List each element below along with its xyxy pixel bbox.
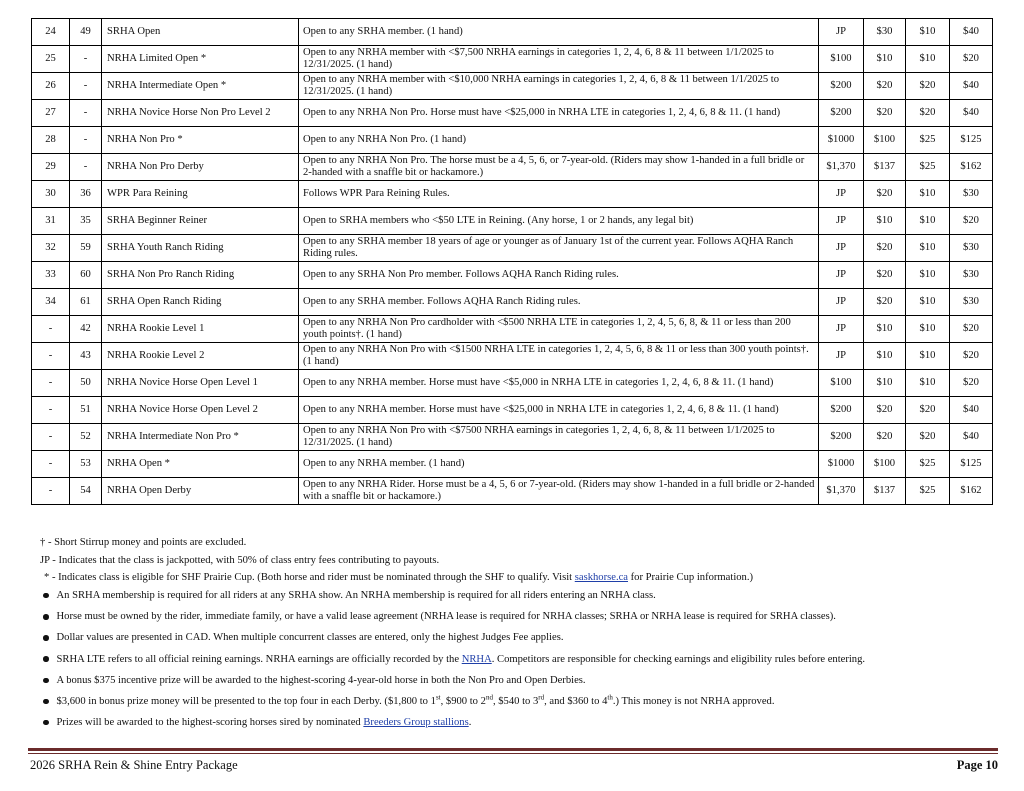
saskhorse-link[interactable]: saskhorse.ca — [574, 572, 628, 583]
entry-fee-cell: $137 — [864, 478, 906, 505]
total-fee-cell: $30 — [950, 235, 993, 262]
entry-fee-cell: $20 — [864, 424, 906, 451]
jackpot-note: JP - Indicates that the class is jackpotted, with 50% of class entry fees contributing to payouts. — [40, 554, 440, 566]
table-row — [32, 424, 993, 451]
added-money-cell: $200 — [819, 100, 864, 127]
table-row — [32, 127, 993, 154]
total-fee-cell: $125 — [950, 127, 993, 154]
prev-number-cell: 61 — [70, 289, 102, 316]
ordinal: rd — [538, 693, 545, 702]
rule-text-part: , $540 to 3 — [492, 695, 539, 707]
table-row — [32, 397, 993, 424]
bullet-icon — [43, 720, 49, 726]
dagger-note: † - Short Stirrup money and points are excluded. — [40, 537, 247, 548]
class-number-cell: - — [32, 370, 70, 397]
class-number-cell: 33 — [32, 262, 70, 289]
added-money-cell: $200 — [819, 424, 864, 451]
rule-text-part: Prizes will be awarded to the highest-scoring horses sired by nominated — [56, 717, 364, 729]
class-description-cell: Open to any SRHA member 18 years of age or younger as of January 1st of the current year. Follows AQHA Ranch Riding rules. — [299, 235, 819, 262]
table-row — [32, 100, 993, 127]
added-money-cell: $1,370 — [819, 154, 864, 181]
document-title: 2026 SRHA Rein & Shine Entry Package — [30, 758, 238, 772]
rule-text-part: . Competitors are responsible for checking earnings and eligibility rules before entering. — [491, 653, 866, 665]
entry-fee-cell: $100 — [864, 451, 906, 478]
class-name-cell: NRHA Novice Horse Open Level 1 — [102, 370, 299, 397]
rule-text-part: , $900 to 2 — [440, 695, 486, 707]
total-fee-cell: $20 — [950, 208, 993, 235]
rule-item — [43, 691, 1018, 712]
added-money-cell: JP — [819, 208, 864, 235]
added-money-cell: JP — [819, 19, 864, 46]
rule-text: A bonus $375 incentive prize will be awarded to the highest-scoring 4-year-old horse in both the Non Pro and Open Derbies. — [56, 674, 586, 686]
class-name-cell: NRHA Novice Horse Open Level 2 — [102, 397, 299, 424]
prev-number-cell: 54 — [70, 478, 102, 505]
entry-fee-cell: $137 — [864, 154, 906, 181]
added-money-cell: $1,370 — [819, 478, 864, 505]
added-money-cell: JP — [819, 289, 864, 316]
class-description-cell: Open to any SRHA Non Pro member. Follows AQHA Ranch Riding rules. — [299, 262, 819, 289]
class-description-cell: Open to any NRHA Non Pro with <$7500 NRHA earnings in categories 1, 2, 4, 6, 8, & 11 between 1/1/2025 to 12/31/2025. (1 hand) — [299, 424, 819, 451]
total-fee-cell: $40 — [950, 100, 993, 127]
class-description-cell: Open to any NRHA Non Pro. (1 hand) — [299, 127, 819, 154]
class-name-cell: NRHA Intermediate Non Pro * — [102, 424, 299, 451]
added-money-cell: $100 — [819, 46, 864, 73]
office-fee-cell: $10 — [906, 46, 950, 73]
class-number-cell: 31 — [32, 208, 70, 235]
class-number-cell: 26 — [32, 73, 70, 100]
office-fee-cell: $20 — [906, 424, 950, 451]
class-description-cell: Open to any NRHA member. Horse must have <$5,000 in NRHA LTE in categories 1, 2, 4, 6, 8 & 11. (1 hand) — [299, 370, 819, 397]
bullet-icon — [43, 614, 49, 620]
class-name-cell: NRHA Rookie Level 1 — [102, 316, 299, 343]
class-description-cell: Open to any SRHA member. Follows AQHA Ranch Riding rules. — [299, 289, 819, 316]
class-table — [31, 18, 993, 505]
bullet-icon — [43, 593, 49, 599]
prev-number-cell: 42 — [70, 316, 102, 343]
table-row — [32, 262, 993, 289]
rule-text-part: $3,600 in bonus prize money will be presented to the top four in each Derby. ($1,800 to 1 — [56, 695, 436, 707]
added-money-cell: JP — [819, 181, 864, 208]
rule-text-part: .) This money is not NRHA approved. — [612, 695, 775, 707]
bullet-icon — [43, 635, 49, 641]
prairie-cup-note-end: for Prairie Cup information.) — [628, 572, 754, 583]
class-description-cell: Open to any NRHA Non Pro. The horse must be a 4, 5, 6, or 7-year-old. (Riders may show 1-handed in a full bridle or 2-handed with a snaffle bit or hackamore.) — [299, 154, 819, 181]
prairie-cup-note — [40, 569, 1015, 587]
entry-fee-cell: $20 — [864, 235, 906, 262]
entry-fee-cell: $20 — [864, 100, 906, 127]
total-fee-cell: $40 — [950, 424, 993, 451]
rule-text-part: SRHA LTE refers to all official reining earnings. NRHA earnings are officially recorded by the — [56, 653, 462, 665]
class-number-cell: 29 — [32, 154, 70, 181]
rule-text-part: , and $360 to 4 — [544, 695, 608, 707]
table-row — [32, 451, 993, 478]
footer-divider-thin — [28, 753, 998, 754]
rule-item — [43, 649, 1018, 670]
breeders-group-link[interactable]: Breeders Group stallions — [363, 717, 469, 729]
prev-number-cell: - — [70, 46, 102, 73]
class-name-cell: SRHA Youth Ranch Riding — [102, 235, 299, 262]
ordinal: th — [607, 693, 613, 702]
rule-text: Horse must be owned by the rider, immediate family, or have a valid lease agreement (NRHA lease is required for NRHA classes; SRHA or NRHA lease is required for SRHA classes). — [56, 611, 836, 623]
rule-text — [57, 649, 866, 670]
class-description-cell: Open to any NRHA Non Pro with <$1500 NRHA LTE in categories 1, 2, 4, 5, 6, 8 & 11 or less than 300 youth points†. (1 hand) — [299, 343, 819, 370]
office-fee-cell: $25 — [906, 451, 950, 478]
rule-text — [57, 691, 775, 712]
prev-number-cell: 60 — [70, 262, 102, 289]
added-money-cell: $100 — [819, 370, 864, 397]
table-row — [32, 19, 993, 46]
class-number-cell: 28 — [32, 127, 70, 154]
class-name-cell: NRHA Non Pro * — [102, 127, 299, 154]
added-money-cell: $200 — [819, 397, 864, 424]
total-fee-cell: $162 — [950, 154, 993, 181]
class-description-cell: Open to any NRHA Rider. Horse must be a 4, 5, 6 or 7-year-old. (Riders may show 1-handed in a full bridle or 2-handed with a snaffle bit or hackamore.) — [299, 478, 819, 505]
class-number-cell: 34 — [32, 289, 70, 316]
office-fee-cell: $10 — [906, 316, 950, 343]
class-name-cell: SRHA Non Pro Ranch Riding — [102, 262, 299, 289]
table-row — [32, 370, 993, 397]
class-description-cell: Open to any NRHA member with <$10,000 NRHA earnings in categories 1, 2, 4, 6, 8 & 11 between 1/1/2025 to 12/31/2025. (1 hand) — [299, 73, 819, 100]
entry-fee-cell: $20 — [864, 262, 906, 289]
entry-fee-cell: $10 — [864, 370, 906, 397]
class-name-cell: NRHA Novice Horse Non Pro Level 2 — [102, 100, 299, 127]
footnotes — [40, 534, 1015, 587]
office-fee-cell: $10 — [906, 235, 950, 262]
rule-item — [43, 670, 1018, 691]
rule-text-part: . — [468, 717, 472, 729]
total-fee-cell: $40 — [950, 19, 993, 46]
class-description-cell: Open to any NRHA member. (1 hand) — [299, 451, 819, 478]
office-fee-cell: $10 — [906, 262, 950, 289]
rule-item — [43, 627, 1018, 648]
class-name-cell: SRHA Beginner Reiner — [102, 208, 299, 235]
ordinal: st — [435, 693, 441, 702]
bullet-icon — [43, 699, 49, 705]
class-number-cell: - — [32, 451, 70, 478]
class-table-body — [32, 19, 993, 505]
prev-number-cell: 59 — [70, 235, 102, 262]
added-money-cell: JP — [819, 262, 864, 289]
prev-number-cell: - — [70, 100, 102, 127]
class-name-cell: SRHA Open — [102, 19, 299, 46]
class-name-cell: SRHA Open Ranch Riding — [102, 289, 299, 316]
class-name-cell: NRHA Limited Open * — [102, 46, 299, 73]
table-row — [32, 289, 993, 316]
class-number-cell: 32 — [32, 235, 70, 262]
footer-divider-thick — [28, 748, 998, 751]
class-number-cell: 27 — [32, 100, 70, 127]
prev-number-cell: 51 — [70, 397, 102, 424]
class-number-cell: 30 — [32, 181, 70, 208]
rule-text: Dollar values are presented in CAD. When multiple concurrent classes are entered, only the highest Judges Fee applies. — [56, 632, 564, 644]
office-fee-cell: $20 — [906, 73, 950, 100]
entry-fee-cell: $10 — [864, 343, 906, 370]
total-fee-cell: $20 — [950, 46, 993, 73]
office-fee-cell: $25 — [906, 154, 950, 181]
office-fee-cell: $10 — [906, 370, 950, 397]
total-fee-cell: $40 — [950, 397, 993, 424]
class-description-cell: Open to any SRHA member. (1 hand) — [299, 19, 819, 46]
total-fee-cell: $30 — [950, 262, 993, 289]
prairie-cup-note-text: * - Indicates class is eligible for SHF Prairie Cup. (Both horse and rider must be nominated through the SHF to qualify. Visit — [44, 572, 575, 583]
class-name-cell: NRHA Rookie Level 2 — [102, 343, 299, 370]
office-fee-cell: $25 — [906, 127, 950, 154]
entry-fee-cell: $10 — [864, 316, 906, 343]
class-number-cell: 25 — [32, 46, 70, 73]
total-fee-cell: $162 — [950, 478, 993, 505]
ordinal: nd — [485, 693, 493, 702]
added-money-cell: JP — [819, 316, 864, 343]
added-money-cell: $1000 — [819, 451, 864, 478]
class-name-cell: WPR Para Reining — [102, 181, 299, 208]
table-row — [32, 343, 993, 370]
added-money-cell: $1000 — [819, 127, 864, 154]
prev-number-cell: 50 — [70, 370, 102, 397]
class-description-cell: Open to SRHA members who <$50 LTE in Reining. (Any horse, 1 or 2 hands, any legal bit) — [299, 208, 819, 235]
class-name-cell: NRHA Non Pro Derby — [102, 154, 299, 181]
office-fee-cell: $10 — [906, 19, 950, 46]
table-row — [32, 478, 993, 505]
prev-number-cell: - — [70, 73, 102, 100]
entry-fee-cell: $20 — [864, 181, 906, 208]
added-money-cell: $200 — [819, 73, 864, 100]
total-fee-cell: $20 — [950, 370, 993, 397]
table-row — [32, 235, 993, 262]
entry-fee-cell: $20 — [864, 73, 906, 100]
prev-number-cell: 52 — [70, 424, 102, 451]
office-fee-cell: $10 — [906, 181, 950, 208]
prev-number-cell: 35 — [70, 208, 102, 235]
entry-fee-cell: $100 — [864, 127, 906, 154]
entry-fee-cell: $20 — [864, 397, 906, 424]
class-description-cell: Open to any NRHA Non Pro. Horse must have <$25,000 in NRHA LTE in categories 1, 2, 4, 6, 8 & 11. (1 hand) — [299, 100, 819, 127]
class-description-cell: Open to any NRHA member. Horse must have <$25,000 in NRHA LTE in categories 1, 2, 4, 6, 8 & 11. (1 hand) — [299, 397, 819, 424]
class-number-cell: - — [32, 316, 70, 343]
entry-fee-cell: $10 — [864, 46, 906, 73]
office-fee-cell: $10 — [906, 343, 950, 370]
class-description-cell: Follows WPR Para Reining Rules. — [299, 181, 819, 208]
nrha-link[interactable]: NRHA — [461, 653, 492, 665]
rule-item — [43, 606, 1018, 627]
class-number-cell: - — [32, 478, 70, 505]
prev-number-cell: 53 — [70, 451, 102, 478]
prev-number-cell: - — [70, 154, 102, 181]
class-number-cell: - — [32, 343, 70, 370]
class-name-cell: NRHA Open * — [102, 451, 299, 478]
prev-number-cell: 49 — [70, 19, 102, 46]
rule-text — [57, 712, 472, 733]
total-fee-cell: $30 — [950, 181, 993, 208]
class-description-cell: Open to any NRHA Non Pro cardholder with <$500 NRHA LTE in categories 1, 2, 4, 5, 6, 8, & 11 or less than 200 youth points†. (1 hand) — [299, 316, 819, 343]
table-row — [32, 73, 993, 100]
class-name-cell: NRHA Intermediate Open * — [102, 73, 299, 100]
page-number: Page 10 — [956, 758, 998, 772]
table-row — [32, 181, 993, 208]
office-fee-cell: $20 — [906, 397, 950, 424]
bullet-icon — [43, 656, 49, 662]
class-number-cell: 24 — [32, 19, 70, 46]
total-fee-cell: $20 — [950, 343, 993, 370]
rule-text: An SRHA membership is required for all riders at any SRHA show. An NRHA membership is required for all riders entering an NRHA class. — [56, 590, 656, 601]
office-fee-cell: $20 — [906, 100, 950, 127]
added-money-cell: JP — [819, 235, 864, 262]
prev-number-cell: 43 — [70, 343, 102, 370]
total-fee-cell: $30 — [950, 289, 993, 316]
added-money-cell: JP — [819, 343, 864, 370]
total-fee-cell: $20 — [950, 316, 993, 343]
entry-fee-cell: $10 — [864, 208, 906, 235]
prev-number-cell: 36 — [70, 181, 102, 208]
office-fee-cell: $10 — [906, 208, 950, 235]
entry-fee-cell: $20 — [864, 289, 906, 316]
rules-list — [43, 585, 1018, 733]
office-fee-cell: $25 — [906, 478, 950, 505]
total-fee-cell: $125 — [950, 451, 993, 478]
table-row — [32, 208, 993, 235]
entry-fee-cell: $30 — [864, 19, 906, 46]
prev-number-cell: - — [70, 127, 102, 154]
office-fee-cell: $10 — [906, 289, 950, 316]
class-number-cell: - — [32, 424, 70, 451]
table-row — [32, 46, 993, 73]
class-name-cell: NRHA Open Derby — [102, 478, 299, 505]
rule-item — [43, 712, 1018, 733]
table-row — [32, 154, 993, 181]
bullet-icon — [43, 678, 49, 684]
total-fee-cell: $40 — [950, 73, 993, 100]
table-row — [32, 316, 993, 343]
rule-item — [43, 585, 1018, 606]
class-description-cell: Open to any NRHA member with <$7,500 NRHA earnings in categories 1, 2, 4, 6, 8 & 11 between 1/1/2025 to 12/31/2025. (1 hand) — [299, 46, 819, 73]
class-number-cell: - — [32, 397, 70, 424]
